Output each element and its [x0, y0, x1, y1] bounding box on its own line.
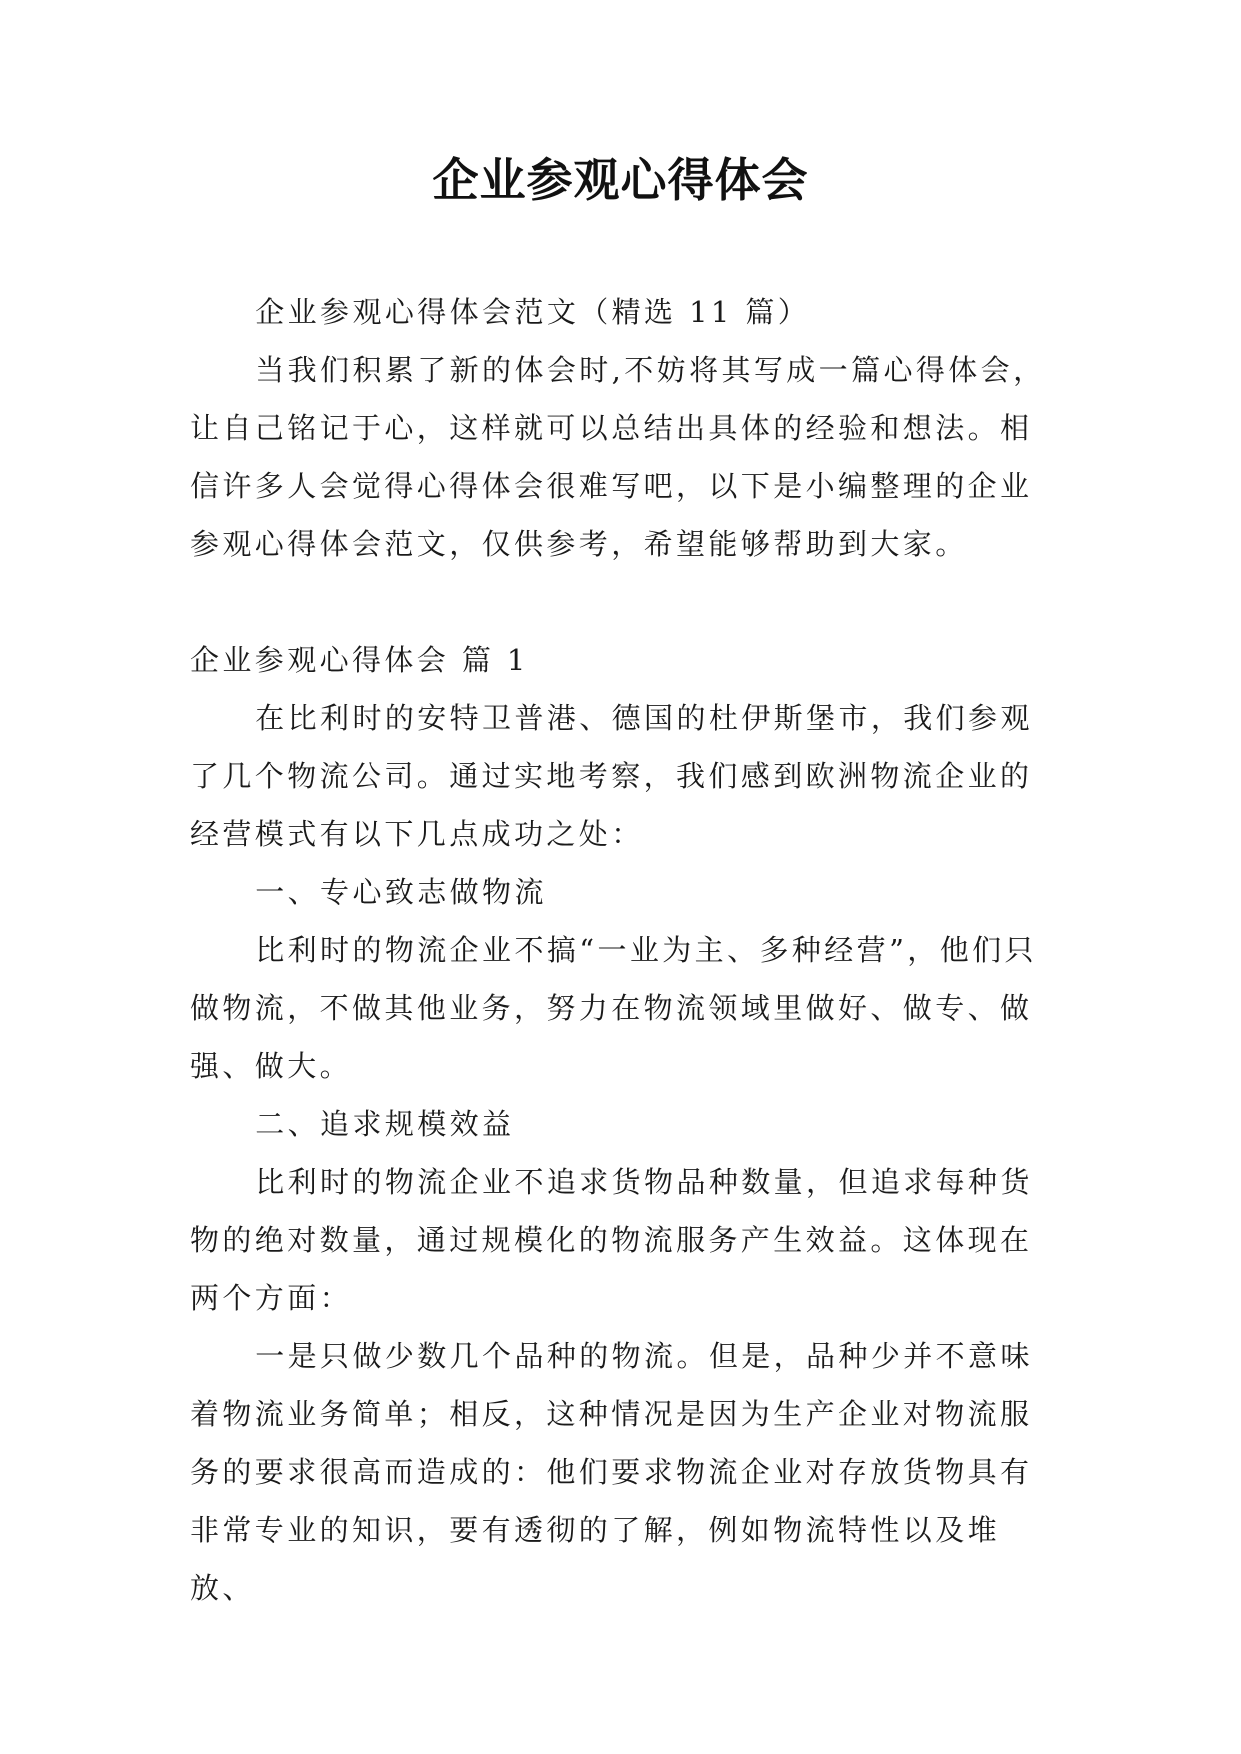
document-subtitle: 企业参观心得体会范文（精选 11 篇）: [255, 295, 811, 329]
document-body: [190, 283, 1050, 1617]
body-paragraph: 一是只做少数几个品种的物流。但是，品种少并不意味着物流业务简单；相反，这种情况是因为生产企业对物流服务的要求很高而造成的：他们要求物流企业对存放货物具有非常专业的知识，要有透彻的了解，例如物流特性以及堆放、: [190, 1339, 1033, 1605]
body-paragraph: 在比利时的安特卫普港、德国的杜伊斯堡市，我们参观了几个物流公司。通过实地考察，我们感到欧洲物流企业的经营模式有以下几点成功之处：: [190, 701, 1033, 851]
paragraph-gap: [190, 573, 1050, 631]
point-heading-2: 二、追求规模效益: [255, 1107, 515, 1141]
point-heading-1: 一、专心致志做物流: [255, 875, 547, 909]
section-heading: 企业参观心得体会 篇 1: [190, 643, 529, 677]
intro-paragraph: 当我们积累了新的体会时,不妨将其写成一篇心得体会，让自己铭记于心，这样就可以总结出具体的经验和想法。相信许多人会觉得心得体会很难写吧，以下是小编整理的企业参观心得体会范文，仅供参考，希望能够帮助到大家。: [190, 353, 1046, 561]
body-paragraph: 比利时的物流企业不追求货物品种数量，但追求每种货物的绝对数量，通过规模化的物流服务产生效益。这体现在两个方面：: [190, 1165, 1033, 1315]
body-paragraph: 比利时的物流企业不搞“一业为主、多种经营”，他们只做物流，不做其他业务，努力在物流领域里做好、做专、做强、做大。: [190, 933, 1037, 1083]
document-title: 企业参观心得体会: [432, 153, 809, 207]
